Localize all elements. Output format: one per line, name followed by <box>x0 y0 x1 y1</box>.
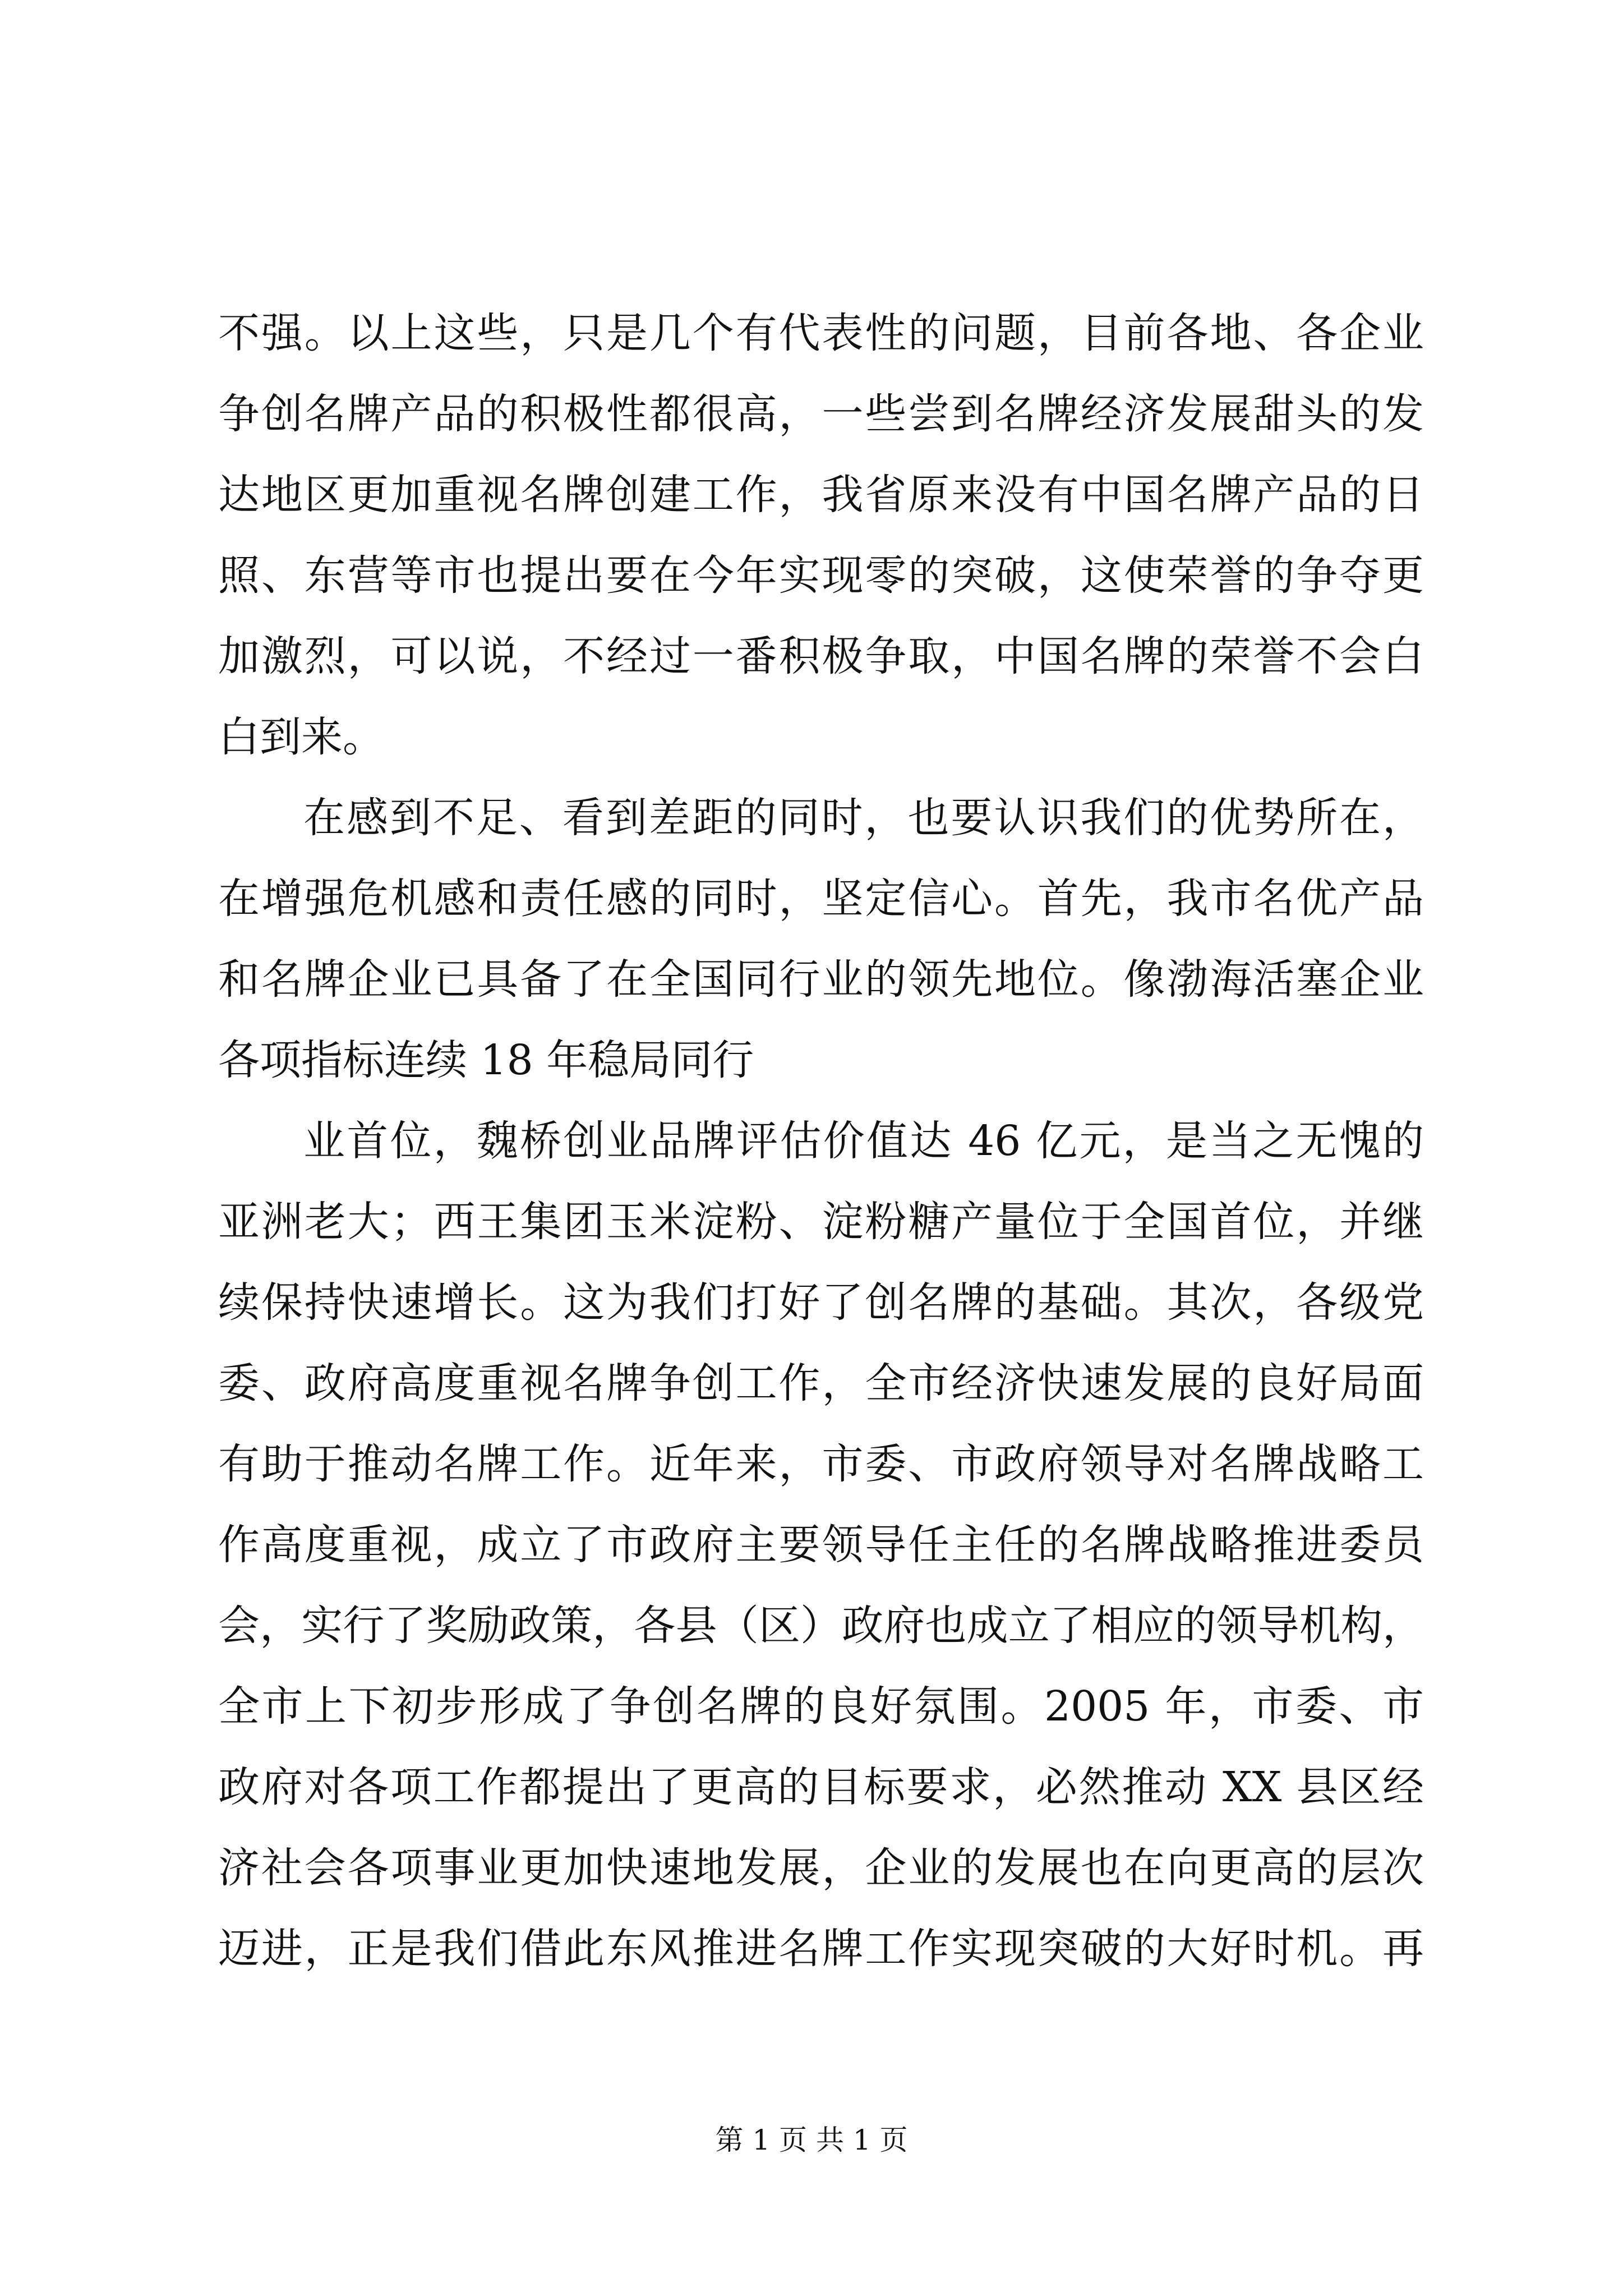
text-line: 业首位，魏桥创业品牌评估价值达 46 亿元，是当之无愧的 <box>303 1117 1424 1165</box>
text-line: 作高度重视，成立了市政府主要领导任主任的名牌战略推进委员 <box>218 1521 1424 1569</box>
text-line: 迈进，正是我们借此东风推进名牌工作实现突破的大好时机。再 <box>218 1925 1424 1973</box>
text-line: 加激烈，可以说，不经过一番积极争取，中国名牌的荣誉不会白 <box>218 632 1424 680</box>
text-line: 全市上下初步形成了争创名牌的良好氛围。2005 年，市委、市 <box>218 1682 1424 1731</box>
text-line: 达地区更加重视名牌创建工作，我省原来没有中国名牌产品的日 <box>218 471 1424 519</box>
text-line: 续保持快速增长。这为我们打好了创名牌的基础。其次，各级党 <box>218 1278 1424 1327</box>
text-line: 不强。以上这些，只是几个有代表性的问题，目前各地、各企业 <box>218 309 1424 357</box>
text-line: 政府对各项工作都提出了更高的目标要求，必然推动 XX 县区经 <box>218 1763 1424 1811</box>
text-line: 在感到不足、看到差距的同时，也要认识我们的优势所在， <box>303 794 1424 842</box>
text-line: 争创名牌产品的积极性都很高，一些尝到名牌经济发展甜头的发 <box>218 390 1424 438</box>
text-line: 会，实行了奖励政策，各县（区）政府也成立了相应的领导机构， <box>218 1602 1424 1650</box>
text-line: 和名牌企业已具备了在全国同行业的领先地位。像渤海活塞企业 <box>218 955 1424 1004</box>
text-line: 各项指标连续 18 年稳局同行 <box>218 1036 754 1084</box>
page-footer: 第 1 页 共 1 页 <box>715 2124 908 2156</box>
text-line: 白到来。 <box>218 713 384 761</box>
text-line: 有助于推动名牌工作。近年来，市委、市政府领导对名牌战略工 <box>218 1440 1424 1488</box>
text-line: 济社会各项事业更加快速地发展，企业的发展也在向更高的层次 <box>218 1844 1424 1892</box>
text-line: 委、政府高度重视名牌争创工作，全市经济快速发展的良好局面 <box>218 1359 1424 1407</box>
text-line: 亚洲老大；西王集团玉米淀粉、淀粉糖产量位于全国首位，并继 <box>218 1198 1424 1246</box>
text-line: 照、东营等市也提出要在今年实现零的突破，这使荣誉的争夺更 <box>218 551 1424 600</box>
text-line: 在增强危机感和责任感的同时，坚定信心。首先，我市名优产品 <box>218 875 1424 923</box>
